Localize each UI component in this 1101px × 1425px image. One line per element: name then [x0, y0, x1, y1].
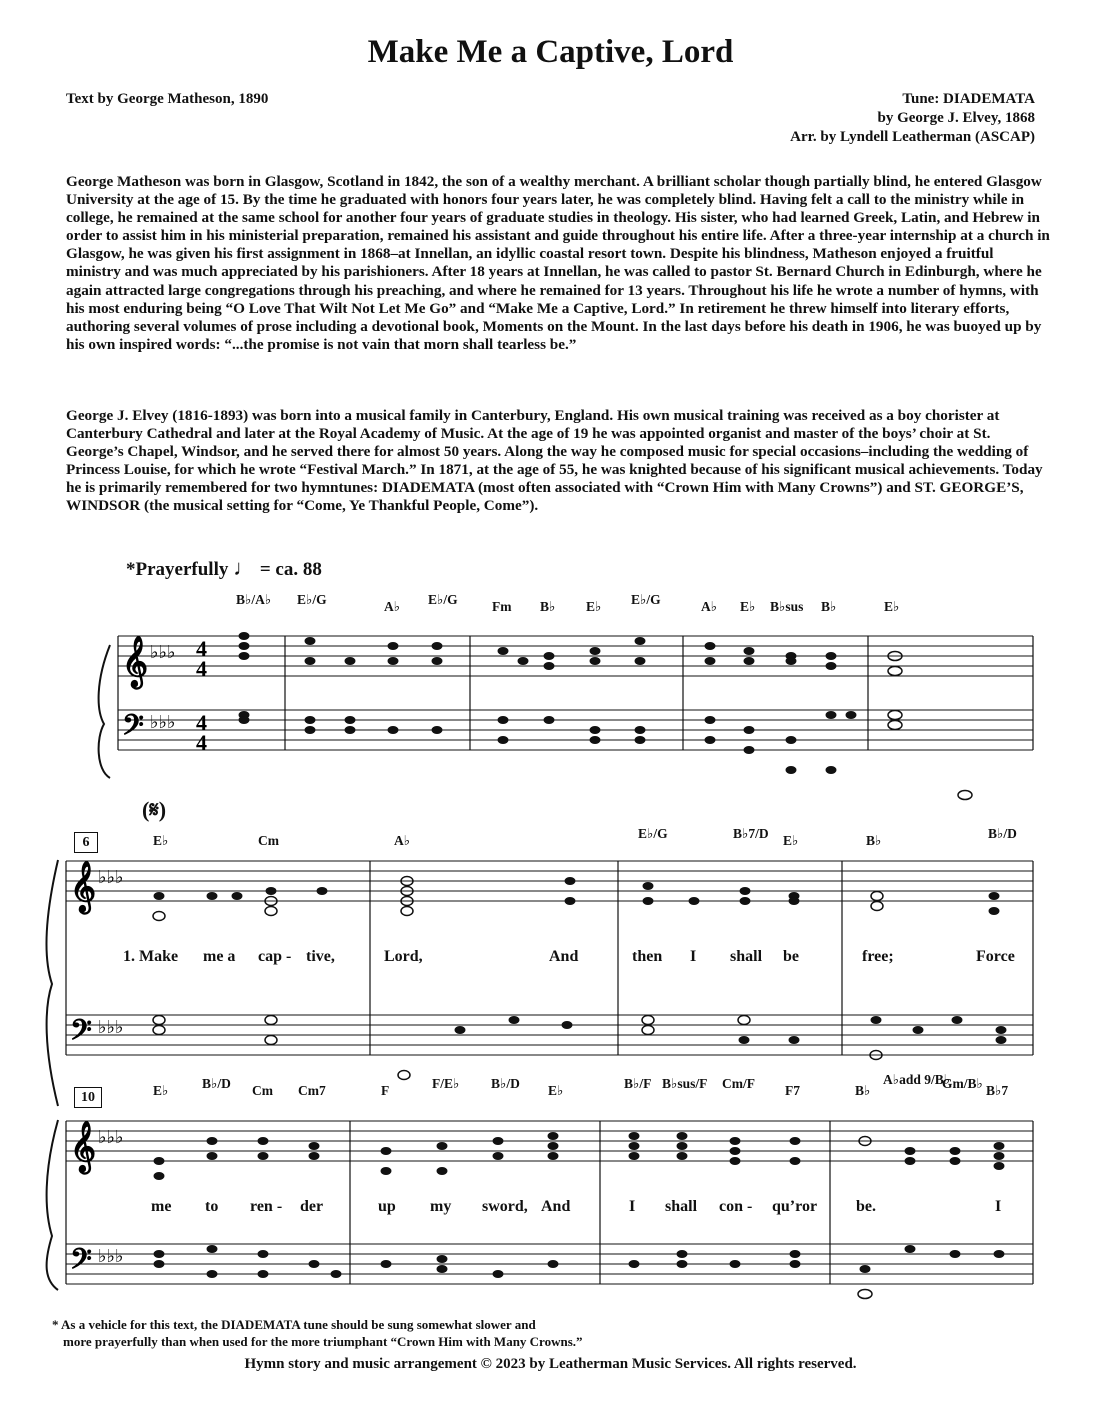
chord-symbol: B♭: [855, 1083, 871, 1098]
treble-clef-icon: 𝄞: [70, 1122, 97, 1171]
lyric: be.: [856, 1198, 876, 1215]
lyric: sword,: [482, 1198, 528, 1215]
chord-symbol: E♭: [586, 599, 602, 614]
chord-symbol: E♭/G: [631, 592, 661, 607]
lyric: I: [629, 1198, 636, 1215]
lyric: And: [541, 1198, 571, 1215]
lyric: my: [430, 1198, 452, 1215]
tempo-bpm: = ca. 88: [259, 559, 322, 580]
lyric: cap -: [258, 948, 292, 965]
treble-clef-icon: 𝄞: [70, 862, 97, 911]
tune-name: Tune: DIADEMATA: [902, 91, 1035, 107]
time-signature: 4: [196, 636, 207, 661]
story-paragraph-elvey: George J. Elvey (1816-1893) was born into a musical family in Canterbury, England. His own musical training was received as a boy chorister at Canterbury Cathedral and later at the Royal Academy of Music. At the age of 19 he was appointed organist and master of the boys’ choir at St. George’s Chapel, Windsor, and he served there for almost 50 years. Along the way he composed music for special occasions–including the wedding of Princess Louise, for which he wrote “Festival March.” In 1871, at the age of 55, he was knighted because of his significant musical achievements. Today he is primarily remembered for two hymntunes: DIADEMATA (most often associated with “Crown Him with Many Crowns”) and ST. GEORGE’S, WINDSOR (the musical setting for “Come, Ye Thankful People, Come”).: [66, 407, 1043, 515]
half-notes: [153, 877, 883, 1080]
chord-symbol: Cm: [252, 1083, 273, 1098]
key-signature: ♭♭♭: [98, 1246, 124, 1266]
chord-symbol: E♭: [153, 833, 169, 848]
bass-staff: [66, 1015, 1033, 1055]
chord-symbol: E♭: [548, 1083, 564, 1098]
notes: [239, 632, 857, 774]
chord-symbol: E♭: [740, 599, 756, 614]
lyric: me: [151, 1198, 172, 1215]
lyric: Force: [976, 948, 1015, 965]
lyric: And: [549, 948, 579, 965]
lyric: to: [205, 1198, 219, 1215]
key-signature: ♭♭♭: [150, 642, 176, 662]
bass-clef-icon: 𝄢: [70, 1245, 92, 1282]
chord-symbol: B♭/A♭: [236, 592, 272, 607]
chord-symbol: E♭/G: [428, 592, 458, 607]
chord-symbol: B♭: [540, 599, 556, 614]
chord-symbol: B♭7: [986, 1083, 1009, 1098]
lyric: then: [632, 948, 663, 965]
footnote-line: * As a vehicle for this text, the DIADEMATA tune should be sung somewhat slower and: [52, 1317, 536, 1332]
system-3: [47, 1120, 1033, 1299]
lyric: I: [995, 1198, 1002, 1215]
lyric: con -: [719, 1198, 753, 1215]
lyric: I: [690, 948, 697, 965]
chord-symbol: Fm: [492, 599, 512, 614]
bass-clef-icon: 𝄢: [70, 1016, 92, 1053]
chord-symbol: B♭sus/F: [662, 1076, 708, 1091]
measure-number: 10: [74, 1087, 102, 1108]
whole-notes: [888, 652, 972, 800]
hymn-title: Make Me a Captive, Lord: [367, 34, 734, 70]
time-signature: 4: [196, 656, 207, 681]
story-paragraph-matheson: George Matheson was born in Glasgow, Scotland in 1842, the son of a wealthy merchant. A brilliant scholar though partially blind, he entered Glasgow University at the age of 15. By the time he graduated with honors four years later, he was completely blind. Having felt a call to the ministry while in college, he remained at the same school for another four years of graduate studies in theology. His sister, who had learned Greek, Latin, and Hebrew in order to assist him in his ministerial preparation, remained his assistant and guide throughout his entire life. After a three-year internship at a church in Glasgow, he was given his first assignment in 1868–at Innellan, an idyllic coastal resort town. Despite his blindness, Matheson enjoyed a fruitful ministry and was much appreciated by his parishioners. After 18 years at Innellan, he was called to pastor St. Bernard Church in Edinburgh, where he again attracted large congregations through his preaching, and where he remained for 13 years. Throughout his life he wrote a number of hymns, with his most enduring being “O Love That Wilt Not Let Me Go” and “Make Me a Captive, Lord.” In retirement he threw himself into literary efforts, authoring several volumes of prose including a devotional book, Moments on the Mount. In the last days before his death in 1906, he was buoyed up by his own inspired words: “...the promise is not vain that morn shall tearless be.”: [66, 173, 1050, 353]
lyric: Lord,: [384, 948, 423, 965]
footnote: [52, 1316, 583, 1350]
chord-symbol: E♭/G: [638, 826, 668, 841]
chord-symbol: B♭/D: [491, 1076, 520, 1091]
key-signature: ♭♭♭: [98, 1017, 124, 1037]
lyric: qu’ror: [772, 1198, 818, 1215]
measure-number: 6: [74, 832, 98, 853]
lyric: shall: [730, 948, 763, 965]
key-signature: ♭♭♭: [98, 1127, 124, 1147]
chord-symbol: E♭: [783, 833, 799, 848]
quarter-note-icon: ♩: [233, 555, 256, 580]
lyric: der: [300, 1198, 324, 1215]
copyright-notice: Hymn story and music arrangement © 2023 by Leatherman Music Services. All rights reserved.: [244, 1356, 857, 1372]
chord-symbol: Gm/B♭: [942, 1076, 983, 1091]
system-brace: [47, 860, 58, 1106]
chord-symbol: Cm/F: [722, 1076, 755, 1091]
chord-symbol: B♭sus: [770, 599, 804, 614]
segno-sign: (𝄋): [142, 797, 167, 822]
chord-symbol: E♭: [884, 599, 900, 614]
chord-symbol: A♭: [394, 833, 411, 848]
key-signature: ♭♭♭: [150, 712, 176, 732]
lyric: up: [378, 1198, 396, 1215]
system-brace: [47, 1120, 58, 1290]
chord-symbol: Cm7: [298, 1083, 326, 1098]
lyric: free;: [862, 948, 894, 965]
chord-symbol: A♭add 9/B♭: [883, 1072, 951, 1087]
chord-symbol: B♭7/D: [733, 826, 769, 841]
footnote-line: more prayerfully than when used for the more triumphant “Crown Him with Many Crowns.”: [63, 1334, 583, 1349]
lyric: be: [783, 948, 799, 965]
tempo-label: *Prayerfully: [126, 559, 229, 580]
chord-symbol: F7: [785, 1083, 800, 1098]
treble-clef-icon: 𝄞: [122, 637, 149, 686]
chord-symbol: F: [381, 1083, 390, 1098]
treble-staff: [118, 636, 1033, 676]
tune-composer: by George J. Elvey, 1868: [877, 110, 1035, 126]
chord-symbol: B♭: [821, 599, 837, 614]
system-2: [47, 860, 1033, 1106]
text-credit: Text by George Matheson, 1890: [66, 91, 269, 107]
chord-symbol: E♭/G: [297, 592, 327, 607]
lyric: ren -: [250, 1198, 283, 1215]
lyric: tive,: [306, 948, 335, 965]
system-brace: [99, 645, 110, 778]
chord-symbol: A♭: [384, 599, 401, 614]
chord-symbol: E♭: [153, 1083, 169, 1098]
time-signature: 4: [196, 730, 207, 755]
lyric: me a: [203, 948, 236, 965]
chord-symbol: B♭/D: [988, 826, 1017, 841]
system-1: [99, 632, 1033, 800]
lyric: 1. Make: [123, 948, 179, 965]
time-signature: 4: [196, 710, 207, 735]
chord-symbol: F/E♭: [432, 1076, 460, 1091]
lyric: shall: [665, 1198, 698, 1215]
bass-clef-icon: 𝄢: [122, 711, 144, 748]
chord-symbol: B♭/F: [624, 1076, 652, 1091]
key-signature: ♭♭♭: [98, 867, 124, 887]
chord-symbol: Cm: [258, 833, 279, 848]
arranger-credit: Arr. by Lyndell Leatherman (ASCAP): [790, 129, 1035, 145]
chord-symbol: B♭/D: [202, 1076, 231, 1091]
chord-symbol: A♭: [701, 599, 718, 614]
chord-symbol: B♭: [866, 833, 882, 848]
